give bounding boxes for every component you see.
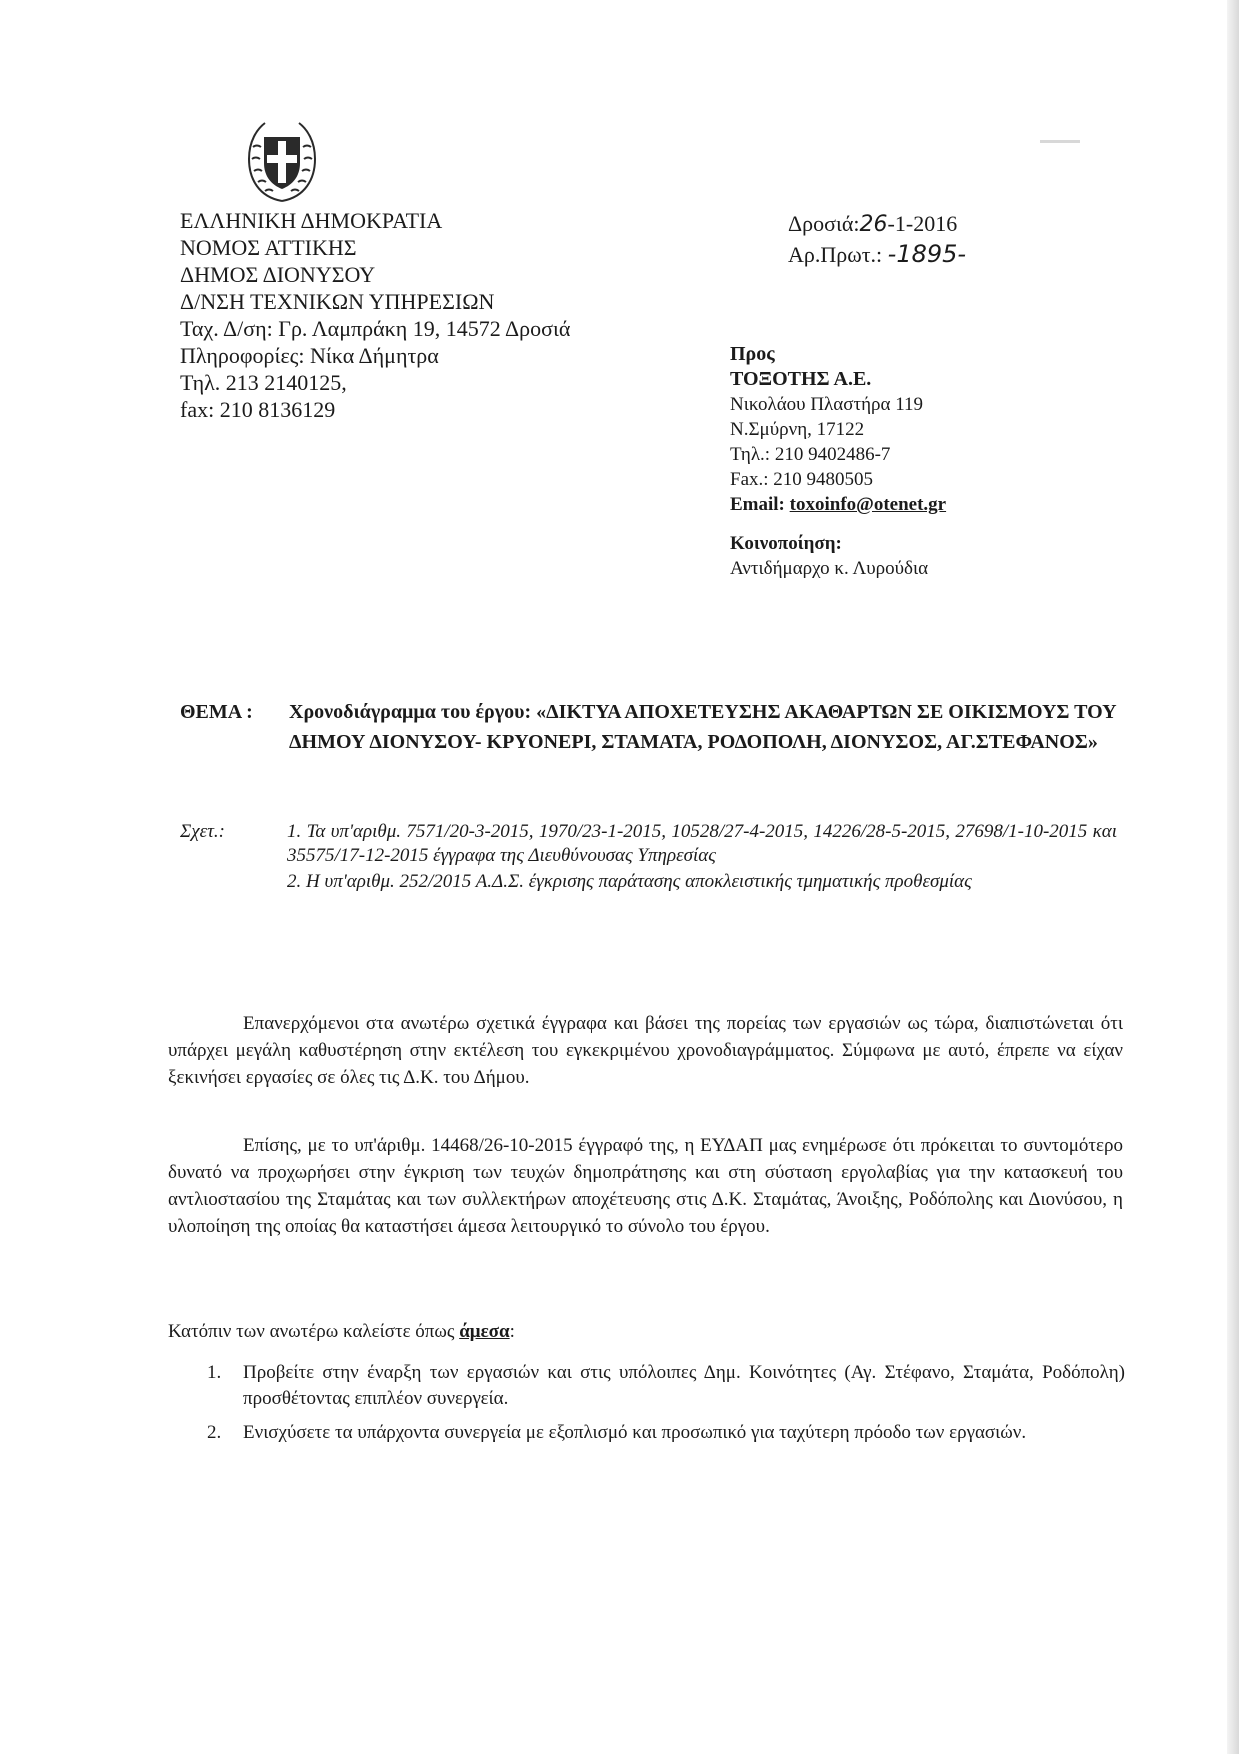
body-paragraph-2: Επίσης, με το υπ'άριθμ. 14468/26-10-2015 έγγραφό της, η ΕΥΔΑΠ μας ενημέρωσε ότι πρόκειται το συντομότερο δυνατό να προχωρήσει στην έγκριση των τευχών δημοπράτησης και στη σύσταση εργολαβίας για την κατασκευή του αντλιοστασίου της Σταμάτας και των συλλεκτήρων αποχέτευσης στις Δ.Κ. Σταμάτας, Άνοιξης, Ροδόπολης και Διονύσου, η υλοποίηση της οποίας θα καταστήσει άμεσα λειτουργικό το σύνολο του έργου.	[168, 1135, 1123, 1237]
recipient-email-label: Email:	[730, 494, 785, 515]
issuer-header	[180, 207, 570, 423]
reference-item: 2. Η υπ'αριθμ. 252/2015 Α.Δ.Σ. έγκρισης παράτασης αποκλειστικής τμηματικής προθεσμίας	[287, 871, 972, 892]
scan-edge-shadow	[1227, 0, 1239, 1754]
call-to-action	[168, 1318, 1123, 1345]
date-printed: -1-2016	[887, 211, 958, 236]
issuer-contact-person: Πληροφορίες: Νίκα Δήμητρα	[180, 343, 439, 368]
issuer-prefecture: ΝΟΜΟΣ ΑΤΤΙΚΗΣ	[180, 235, 357, 260]
greek-coat-of-arms-emblem	[245, 117, 319, 205]
cc-recipient: Αντιδήμαρχο κ. Λυρούδια	[730, 558, 929, 579]
protocol-label: Αρ.Πρωτ.:	[788, 242, 883, 267]
body-paragraph-1: Επανερχόμενοι στα ανωτέρω σχετικά έγγραφα και βάσει της πορείας των εργασιών ως τώρα, διαπιστώνεται ότι υπάρχει μεγάλη καθυστέρηση στην εκτέλεση του εγκεκριμένου χρονοδιαγράμματος. Σύμφωνα με αυτό, έπρεπε να είχαν ξεκινήσει εργασίες σε όλες τις Δ.Κ. του Δήμου.	[168, 1013, 1123, 1088]
recipient-block	[730, 342, 946, 581]
recipient-to-label: Προς	[730, 343, 775, 365]
recipient-address: Νικολάου Πλαστήρα 119	[730, 394, 923, 415]
protocol-handwritten: -1895-	[887, 240, 967, 268]
list-item	[195, 1420, 1125, 1446]
list-item-number: 1.	[207, 1362, 222, 1383]
recipient-phone: Τηλ.: 210 9402486-7	[730, 444, 891, 465]
cc-label: Κοινοποίηση:	[730, 533, 842, 554]
issuer-phone: Τηλ. 213 2140125,	[180, 370, 347, 395]
call-prefix: Κατόπιν των ανωτέρω καλείστε όπως	[168, 1321, 460, 1342]
document-date	[788, 210, 957, 238]
call-suffix: :	[509, 1321, 515, 1342]
issuer-department: Δ/ΝΣΗ ΤΕΧΝΙΚΩΝ ΥΠΗΡΕΣΙΩΝ	[180, 289, 495, 314]
list-item	[195, 1360, 1125, 1412]
bleed-through-mark	[1040, 140, 1080, 143]
recipient-name: ΤΟΞΟΤΗΣ Α.Ε.	[730, 368, 872, 390]
action-list	[195, 1360, 1125, 1454]
recipient-fax: Fax.: 210 9480505	[730, 469, 874, 490]
date-handwritten: 26	[859, 212, 888, 237]
reference-item: 1. Τα υπ'αριθμ. 7571/20-3-2015, 1970/23-1-2015, 10528/27-4-2015, 14226/28-5-2015, 27698/1-10-2015 και 35575/17-12-2015 έγγραφα της Διευθύνουσας Υπηρεσίας	[287, 821, 1117, 866]
issuer-address: Ταχ. Δ/ση: Γρ. Λαμπράκη 19, 14572 Δροσιά	[180, 316, 571, 341]
issuer-fax: fax: 210 8136129	[180, 397, 336, 422]
references-label: Σχετ.:	[180, 821, 226, 842]
list-item-number: 2.	[207, 1422, 222, 1443]
issuer-country: ΕΛΛΗΝΙΚΗ ΔΗΜΟΚΡΑΤΙΑ	[180, 208, 443, 233]
recipient-city: Ν.Σμύρνη, 17122	[730, 419, 865, 440]
list-item-text: Προβείτε στην έναρξη των εργασιών και στις υπόλοιπες Δημ. Κοινότητες (Αγ. Στέφανο, Σταμάτα, Ροδόπολη) προσθέτοντας επιπλέον συνεργεία.	[243, 1362, 1125, 1409]
list-item-text: Ενισχύσετε τα υπάρχοντα συνεργεία με εξοπλισμό και προσωπικό για ταχύτερη πρόοδο των εργασιών.	[243, 1422, 1027, 1443]
recipient-email-link[interactable]: toxoinfo@otenet.gr	[789, 494, 947, 515]
subject-text: Χρονοδιάγραμμα του έργου: «ΔΙΚΤΥΑ ΑΠΟΧΕΤΕΥΣΗΣ ΑΚΑΘΑΡΤΩΝ ΣΕ ΟΙΚΙΣΜΟΥΣ ΤΟΥ ΔΗΜΟΥ ΔΙΟΝΥΣΟΥ- ΚΡΥΟΝΕΡΙ, ΣΤΑΜΑΤΑ, ΡΟΔΟΠΟΛΗ, ΔΙΟΝΥΣΟΣ, ΑΓ.ΣΤΕΦΑΝΟΣ»	[289, 701, 1117, 753]
subject-label: ΘΕΜΑ :	[180, 701, 253, 723]
recipient-email-row	[730, 492, 946, 517]
call-emphasis: άμεσα	[459, 1321, 510, 1342]
issuer-municipality: ΔΗΜΟΣ ΔΙΟΝΥΣΟΥ	[180, 262, 376, 287]
protocol-number	[788, 241, 966, 268]
date-label: Δροσιά:	[788, 211, 860, 236]
